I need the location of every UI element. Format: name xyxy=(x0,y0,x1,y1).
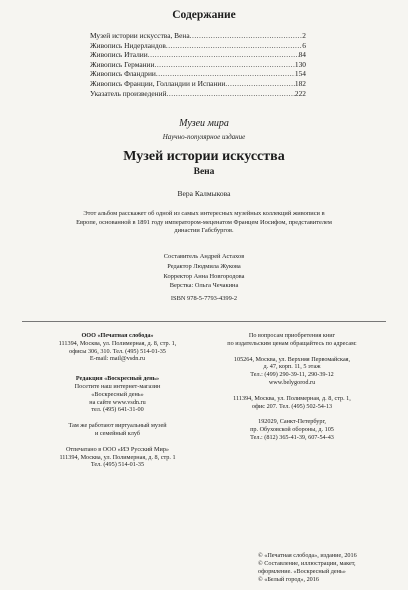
toc-item xyxy=(90,89,306,99)
publisher-line: 111394, Москва, ул. Полимерная, д. 8, стр. 1, xyxy=(58,339,177,347)
copyright-line: оформление. «Воскресный день» xyxy=(258,568,346,575)
book-title: Музей истории искусства xyxy=(123,149,285,164)
table-of-contents xyxy=(90,31,306,98)
toc-item-page: 154 xyxy=(294,69,306,79)
toc-item xyxy=(90,41,306,51)
publisher-name: ООО «Печатная слобода» xyxy=(81,332,154,339)
credit-editor: Редактор Людмила Жукова xyxy=(167,262,241,270)
toc-leader xyxy=(156,69,295,79)
toc-item-title: Музей истории искусства, Вена xyxy=(90,31,190,40)
copyright-line: © «Печатная слобода», издание, 2016 xyxy=(258,552,357,559)
editorial-line: Посетите наш интернет-магазин xyxy=(74,382,161,390)
publisher-line: офисы 306, 310. Тел. (495) 514-01-35 xyxy=(69,347,166,355)
editorial-phone: тел. (495) 641-31-00 xyxy=(91,406,144,414)
isbn: ISBN 978-5-7793-4399-2 xyxy=(170,295,238,302)
address-line: 192029, Санкт-Петербург, xyxy=(258,418,326,426)
edition-type: Научно-популярное издание xyxy=(162,133,246,141)
toc-leader xyxy=(154,60,294,70)
publisher-column xyxy=(40,332,195,469)
author-name: Вера Калмыкова xyxy=(177,189,231,198)
toc-leader xyxy=(225,79,295,89)
toc-leader xyxy=(190,31,303,41)
printer-line: Тел. (495) 514-01-35 xyxy=(90,461,145,469)
toc-item-page: 2 xyxy=(302,31,306,40)
toc-item-page: 130 xyxy=(294,59,306,69)
address-line: 111394, Москва, ул. Полимерная, д. 8, стр. 1, xyxy=(233,394,351,402)
printer-line: 111394, Москва, ул. Полимерная, д. 8, стр. 1 xyxy=(59,453,176,461)
editorial-name: Редакция «Воскресный день» xyxy=(75,375,160,383)
series-name: Музеи мира xyxy=(179,118,229,129)
toc-item-title: Живопись Германии xyxy=(90,59,155,69)
toc-item-title: Живопись Италии xyxy=(90,50,148,60)
toc-item-title: Указатель произведений xyxy=(90,88,167,98)
book-city: Вена xyxy=(193,167,215,177)
editorial-line: «Воскресный день» xyxy=(91,390,144,398)
publisher-email: E-mail: mail@vsdn.ru xyxy=(89,355,146,363)
address-line: Тел.: (499) 290-39-11, 290-39-12 xyxy=(250,371,334,379)
printer-line: Отпечатано в ООО «ИЭ Русский Мир» xyxy=(65,445,170,453)
copyright-block xyxy=(258,552,398,584)
book-description: Этот альбом расскажет об одной из самых интересных музейных коллекций живописи в Европе, основанной в 1891 году императором-меценатом Францем Иосифом, представителем династии Габсбургов. xyxy=(76,210,332,234)
address-line: офис 207. Тел. (495) 502-54-13 xyxy=(251,402,333,410)
credit-compiler: Составитель Андрей Астахов xyxy=(163,253,245,260)
purchase-column xyxy=(212,332,372,442)
credit-layout: Верстка: Ольга Чечакина xyxy=(169,282,239,290)
editorial-website: на сайте www.vsdn.ru xyxy=(89,398,146,406)
toc-item-title: Живопись Нидерландов xyxy=(90,40,166,50)
toc-item xyxy=(90,79,306,89)
toc-item xyxy=(90,60,306,70)
address-line: Тел.: (812) 365-41-39, 607-54-43 xyxy=(250,433,334,441)
address-website: www.belygorod.ru xyxy=(268,378,316,386)
toc-item xyxy=(90,69,306,79)
address-line: 105264, Москва, ул. Верхняя Первомайская, xyxy=(233,355,351,363)
toc-heading: Содержание xyxy=(172,9,236,21)
purchase-intro: по издательским ценам обращайтесь по адресам: xyxy=(227,339,357,347)
toc-leader xyxy=(166,41,302,51)
toc-item xyxy=(90,31,306,41)
address-line: д. 47, корп. 11, 5 этаж xyxy=(263,363,321,371)
credits-block xyxy=(0,252,408,291)
copyright-line: © Составление, иллюстрации, макет, xyxy=(258,560,356,567)
museum-line: Там же работают виртуальный музей xyxy=(68,422,167,430)
toc-leader xyxy=(167,89,295,99)
toc-item-page: 222 xyxy=(294,88,306,98)
toc-item-page: 182 xyxy=(294,78,306,88)
divider xyxy=(22,321,386,322)
toc-leader xyxy=(148,50,299,60)
toc-item-page: 6 xyxy=(302,40,306,50)
purchase-intro: По вопросам приобретения книг xyxy=(248,332,336,339)
copyright-line: © «Белый город», 2016 xyxy=(258,576,319,583)
toc-item-page: 84 xyxy=(298,50,306,60)
credit-proofreader: Корректор Анна Новгородова xyxy=(163,272,245,280)
address-line: пр. Обуховской обороны, д. 105 xyxy=(250,426,334,434)
toc-item xyxy=(90,50,306,60)
museum-line: и семейный клуб xyxy=(95,429,140,437)
toc-item-title: Живопись Фландрии xyxy=(90,69,156,79)
toc-item-title: Живопись Франции, Голландии и Испании xyxy=(90,78,226,88)
